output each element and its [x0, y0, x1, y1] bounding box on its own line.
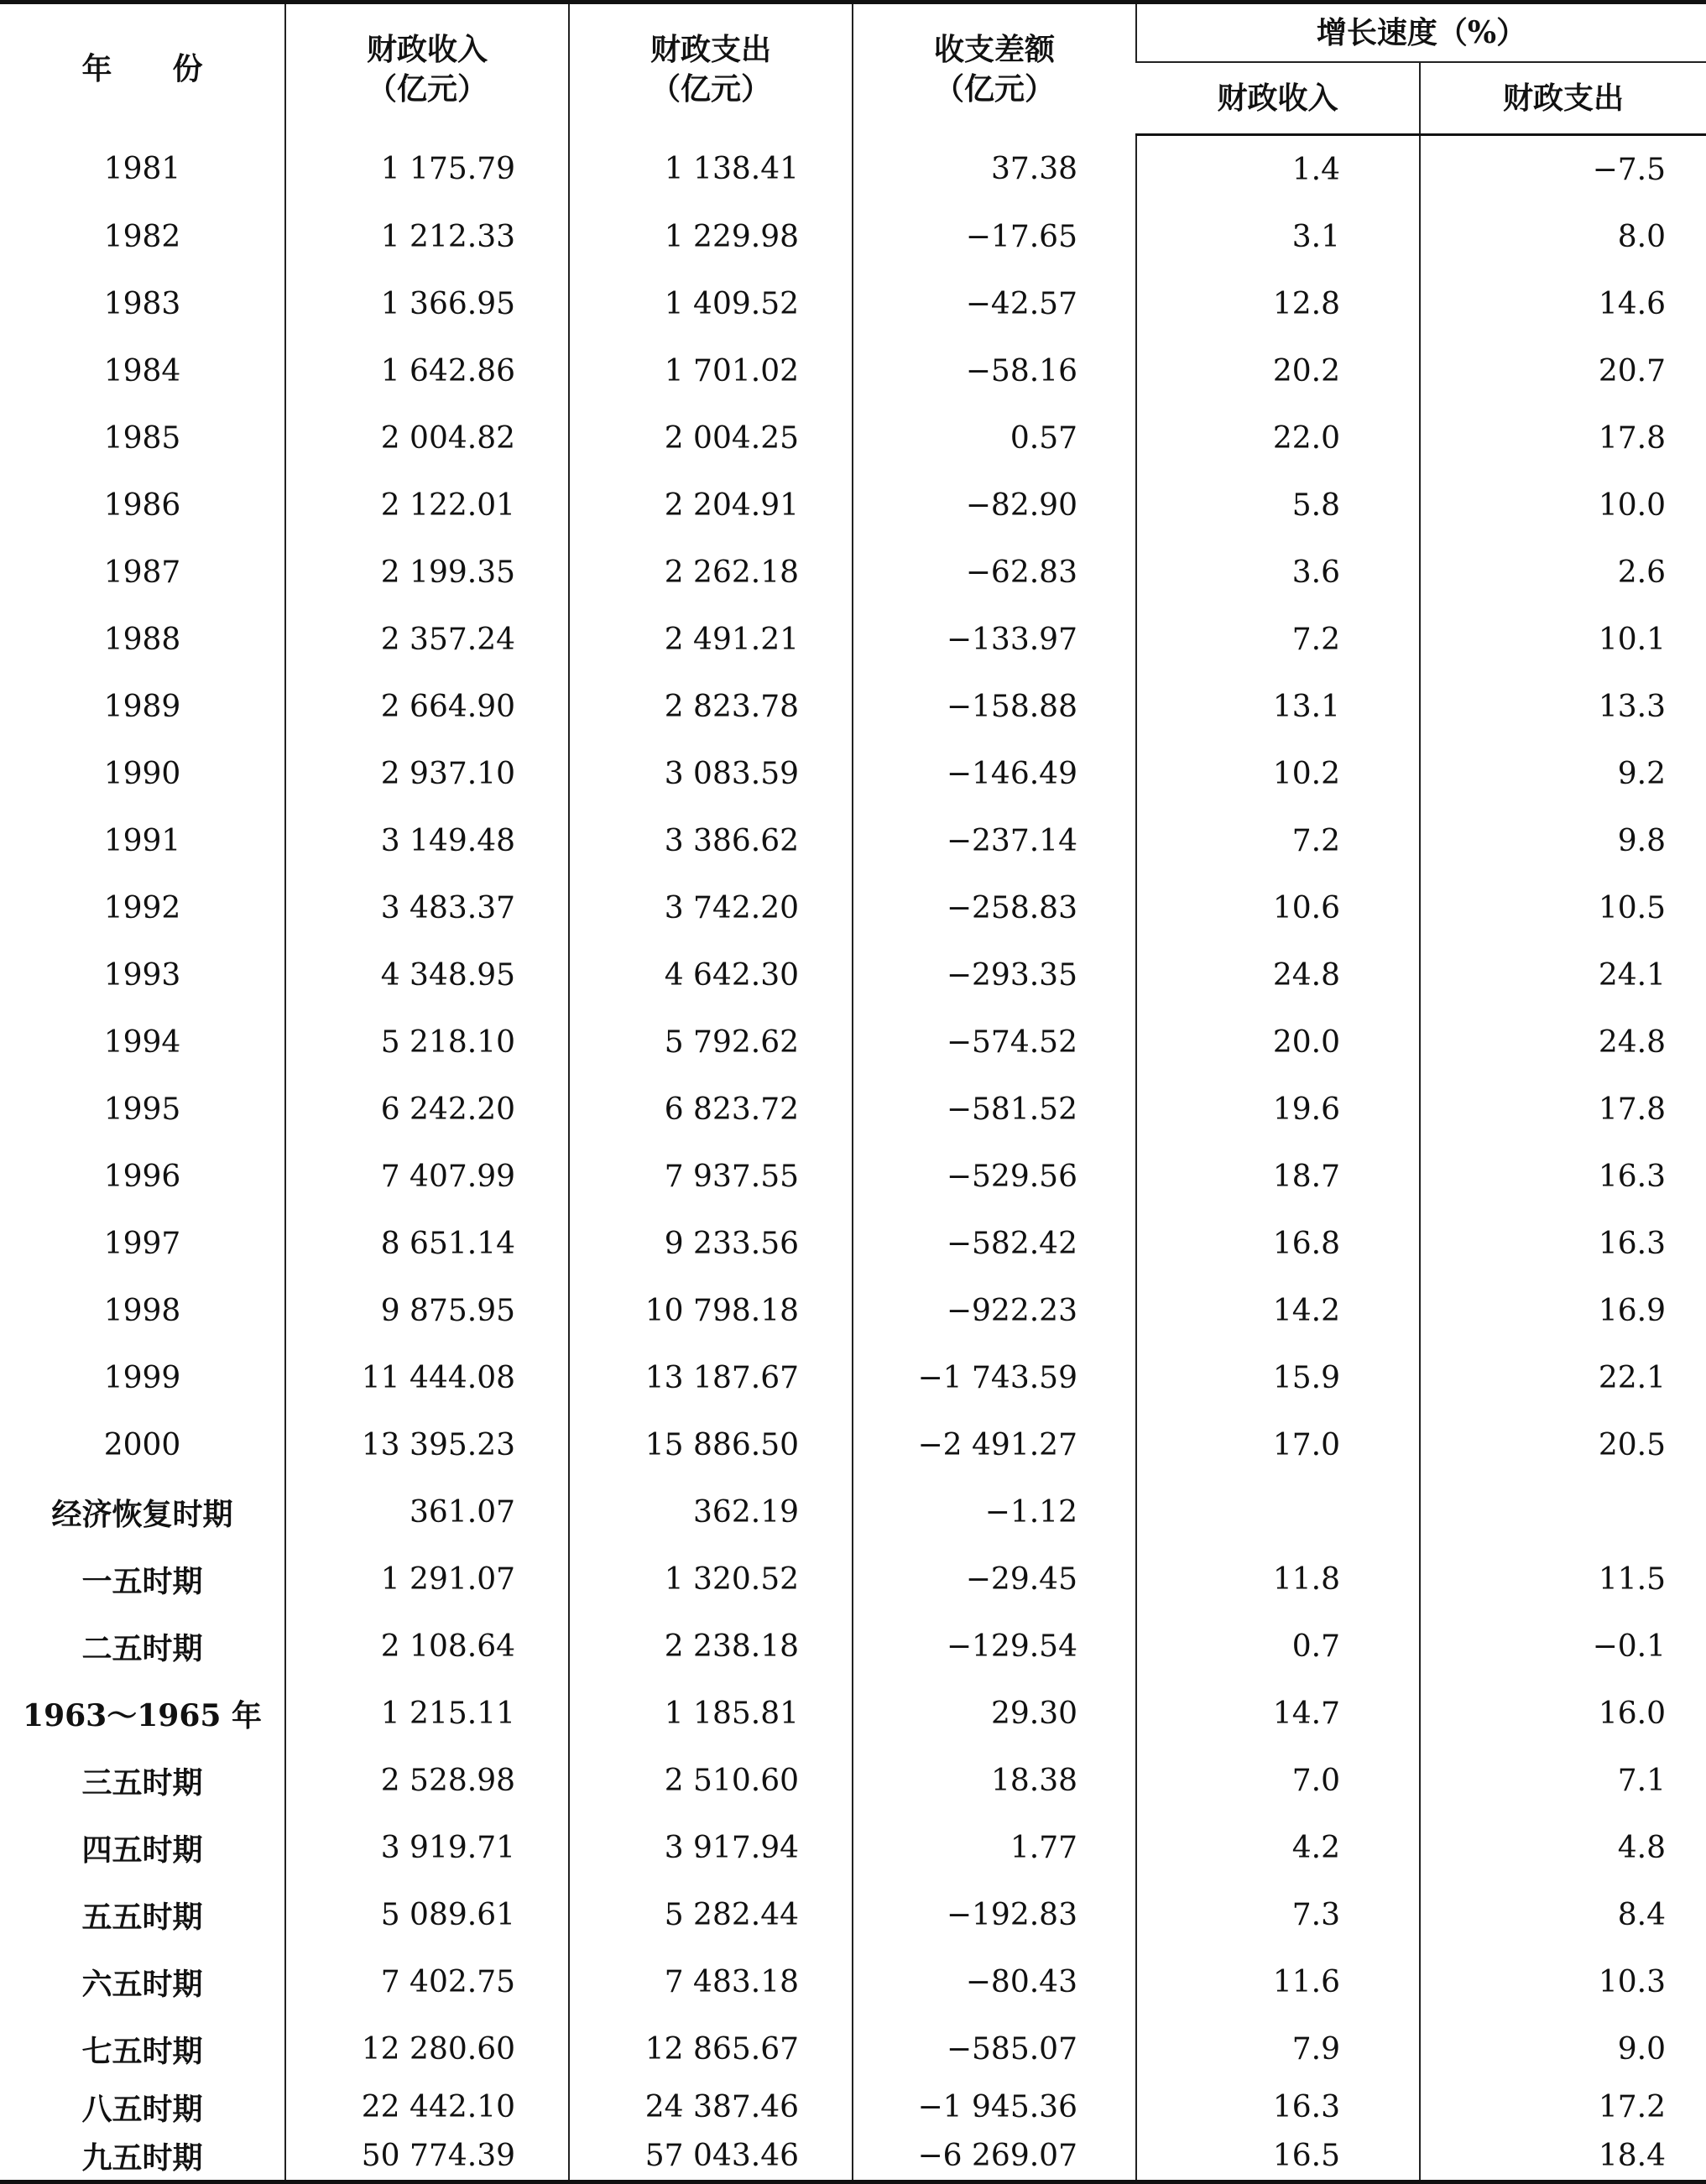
cell-year: 1981 [103, 151, 181, 186]
cell-revenue: 9 875.95 [285, 1277, 569, 1344]
table-row [0, 472, 1706, 539]
cell-year: 2000 [103, 1427, 181, 1462]
table-row [0, 1613, 1706, 1680]
cell-growth-expenditure: 16.3 [1420, 1210, 1706, 1277]
cell-year: 1987 [103, 555, 181, 590]
table-row [0, 539, 1706, 606]
header-growth-group [1136, 3, 1706, 63]
cell-year: 1983 [103, 286, 181, 321]
cell-growth-expenditure: 9.0 [1420, 2015, 1706, 2082]
cell-revenue: 7 407.99 [285, 1143, 569, 1210]
cell-growth-revenue: 10.6 [1136, 874, 1420, 941]
table-header [0, 3, 1706, 135]
cell-revenue: 6 242.20 [285, 1076, 569, 1143]
cell-year: 九五时期 [0, 2131, 285, 2182]
cell-growth-revenue: 22.0 [1136, 404, 1420, 472]
cell-expenditure: 2 491.21 [569, 606, 853, 673]
cell-growth-revenue: 15.9 [1136, 1344, 1420, 1411]
cell-revenue: 3 919.71 [285, 1814, 569, 1881]
cell-balance: −581.52 [853, 1076, 1136, 1143]
cell-year: 1992 [103, 890, 181, 925]
cell-growth-revenue: 16.8 [1136, 1210, 1420, 1277]
cell-expenditure: 12 865.67 [569, 2015, 853, 2082]
cell-revenue: 1 175.79 [285, 135, 569, 204]
cell-growth-revenue: 5.8 [1136, 472, 1420, 539]
cell-balance: −529.56 [853, 1143, 1136, 1210]
cell-year: 1982 [103, 219, 181, 254]
header-revenue [285, 3, 569, 135]
cell-growth-revenue: 17.0 [1136, 1411, 1420, 1478]
cell-expenditure: 5 792.62 [569, 1009, 853, 1076]
cell-balance: −29.45 [853, 1545, 1136, 1613]
header-expenditure [569, 3, 853, 135]
cell-year: 1991 [103, 823, 181, 858]
cell-expenditure: 3 386.62 [569, 807, 853, 874]
header-balance-unit: （亿元） [933, 70, 1055, 107]
cell-year: 1997 [103, 1226, 181, 1261]
cell-expenditure: 4 642.30 [569, 941, 853, 1009]
cell-expenditure: 6 823.72 [569, 1076, 853, 1143]
table-row [0, 606, 1706, 673]
cell-expenditure: 1 701.02 [569, 337, 853, 404]
cell-balance: −58.16 [853, 337, 1136, 404]
cell-balance: −42.57 [853, 270, 1136, 337]
table-row [0, 1076, 1706, 1143]
cell-expenditure: 3 742.20 [569, 874, 853, 941]
cell-expenditure: 2 238.18 [569, 1613, 853, 1680]
cell-year: 1999 [103, 1360, 181, 1395]
cell-balance: −6 269.07 [853, 2131, 1136, 2182]
cell-balance: −133.97 [853, 606, 1136, 673]
table-row [0, 1411, 1706, 1478]
table-row [0, 1814, 1706, 1881]
cell-growth-revenue: 4.2 [1136, 1814, 1420, 1881]
cell-growth-expenditure: 14.6 [1420, 270, 1706, 337]
cell-revenue: 13 395.23 [285, 1411, 569, 1478]
table-row [0, 1210, 1706, 1277]
cell-year: 1985 [103, 420, 181, 456]
cell-balance: 18.38 [853, 1747, 1136, 1814]
table-row [0, 270, 1706, 337]
cell-growth-revenue: 11.6 [1136, 1948, 1420, 2015]
cell-growth-revenue: 11.8 [1136, 1545, 1420, 1613]
cell-growth-revenue: 7.9 [1136, 2015, 1420, 2082]
cell-revenue: 1 291.07 [285, 1545, 569, 1613]
cell-year: 八五时期 [81, 2091, 203, 2127]
table-row [0, 1545, 1706, 1613]
header-growth-expenditure [1420, 62, 1706, 135]
cell-revenue: 2 664.90 [285, 673, 569, 740]
cell-expenditure: 1 185.81 [569, 1680, 853, 1747]
table-row [0, 1680, 1706, 1747]
cell-revenue: 5 089.61 [285, 1881, 569, 1948]
cell-expenditure: 10 798.18 [569, 1277, 853, 1344]
cell-growth-revenue: 7.0 [1136, 1747, 1420, 1814]
cell-year: 五五时期 [81, 1899, 203, 1935]
cell-year: 六五时期 [81, 1966, 203, 2002]
cell-expenditure: 13 187.67 [569, 1344, 853, 1411]
header-growth-label: 增长速度（%） [1316, 14, 1527, 50]
cell-expenditure: 7 937.55 [569, 1143, 853, 1210]
cell-balance: −237.14 [853, 807, 1136, 874]
cell-growth-revenue: 7.2 [1136, 606, 1420, 673]
table-row [0, 1478, 1706, 1545]
cell-revenue: 3 483.37 [285, 874, 569, 941]
cell-growth-expenditure: 9.2 [1420, 740, 1706, 807]
cell-growth-revenue: 12.8 [1136, 270, 1420, 337]
table-row [0, 1948, 1706, 2015]
cell-balance: −62.83 [853, 539, 1136, 606]
cell-year: 1984 [103, 353, 181, 388]
cell-revenue: 12 280.60 [285, 2015, 569, 2082]
cell-revenue: 2 357.24 [285, 606, 569, 673]
cell-year: 1963～1965 年 [23, 1697, 262, 1733]
table-row [0, 1009, 1706, 1076]
cell-growth-expenditure: 8.4 [1420, 1881, 1706, 1948]
cell-year: 1998 [103, 1293, 181, 1328]
cell-expenditure: 1 138.41 [569, 135, 853, 204]
cell-growth-revenue: 0.7 [1136, 1613, 1420, 1680]
cell-balance: −585.07 [853, 2015, 1136, 2082]
cell-year: 三五时期 [81, 1764, 203, 1801]
cell-growth-revenue: 24.8 [1136, 941, 1420, 1009]
cell-growth-expenditure: 10.0 [1420, 472, 1706, 539]
header-revenue-unit: （亿元） [366, 70, 488, 107]
header-revenue-label: 财政收入 [366, 31, 488, 67]
header-growth-revenue-label: 财政收入 [1217, 80, 1338, 116]
table-row [0, 203, 1706, 270]
cell-balance: −158.88 [853, 673, 1136, 740]
cell-year: 1994 [103, 1024, 181, 1060]
cell-growth-expenditure: 7.1 [1420, 1747, 1706, 1814]
cell-growth-revenue: 3.1 [1136, 203, 1420, 270]
cell-growth-revenue: 7.2 [1136, 807, 1420, 874]
cell-growth-revenue: 20.2 [1136, 337, 1420, 404]
cell-year: 七五时期 [81, 2033, 203, 2069]
table-row [0, 2015, 1706, 2082]
cell-expenditure: 1 229.98 [569, 203, 853, 270]
cell-balance: 29.30 [853, 1680, 1136, 1747]
cell-revenue: 2 199.35 [285, 539, 569, 606]
cell-growth-expenditure: 9.8 [1420, 807, 1706, 874]
cell-growth-expenditure: 16.0 [1420, 1680, 1706, 1747]
header-year-label: 年 份 [81, 51, 203, 87]
cell-balance: −574.52 [853, 1009, 1136, 1076]
cell-growth-revenue: 1.4 [1136, 135, 1420, 204]
cell-growth-expenditure: 22.1 [1420, 1344, 1706, 1411]
table-row [0, 1277, 1706, 1344]
cell-revenue: 1 642.86 [285, 337, 569, 404]
cell-balance: −258.83 [853, 874, 1136, 941]
cell-revenue: 4 348.95 [285, 941, 569, 1009]
cell-balance: −1 743.59 [853, 1344, 1136, 1411]
cell-balance: −82.90 [853, 472, 1136, 539]
table-row [0, 1881, 1706, 1948]
cell-growth-expenditure: 4.8 [1420, 1814, 1706, 1881]
cell-balance: −146.49 [853, 740, 1136, 807]
cell-revenue: 361.07 [285, 1478, 569, 1545]
table-row [0, 807, 1706, 874]
cell-year: 1988 [103, 622, 181, 657]
cell-year: 四五时期 [81, 1832, 203, 1868]
cell-expenditure: 2 204.91 [569, 472, 853, 539]
header-year [0, 3, 285, 135]
cell-revenue: 2 004.82 [285, 404, 569, 472]
cell-expenditure: 2 262.18 [569, 539, 853, 606]
cell-balance: −1 945.36 [853, 2082, 1136, 2131]
cell-growth-expenditure: 17.2 [1420, 2082, 1706, 2131]
cell-growth-revenue: 3.6 [1136, 539, 1420, 606]
cell-revenue: 11 444.08 [285, 1344, 569, 1411]
cell-growth-expenditure: 16.3 [1420, 1143, 1706, 1210]
cell-revenue: 22 442.10 [285, 2082, 569, 2131]
cell-year: 1986 [103, 487, 181, 523]
cell-expenditure: 1 320.52 [569, 1545, 853, 1613]
header-expenditure-unit: （亿元） [650, 70, 771, 107]
header-growth-expenditure-label: 财政支出 [1502, 80, 1624, 116]
table-row [0, 1747, 1706, 1814]
cell-growth-expenditure: 16.9 [1420, 1277, 1706, 1344]
cell-balance: 37.38 [853, 135, 1136, 204]
table-row [0, 941, 1706, 1009]
header-balance-label: 收支差额 [933, 31, 1055, 67]
cell-growth-expenditure: 18.4 [1420, 2131, 1706, 2182]
cell-growth-expenditure: 17.8 [1420, 1076, 1706, 1143]
cell-growth-revenue: 14.7 [1136, 1680, 1420, 1747]
cell-balance: 0.57 [853, 404, 1136, 472]
cell-growth-expenditure: 24.8 [1420, 1009, 1706, 1076]
table-row [0, 135, 1706, 204]
cell-expenditure: 57 043.46 [569, 2131, 853, 2182]
cell-growth-expenditure: 10.5 [1420, 874, 1706, 941]
cell-year: 1989 [103, 689, 181, 724]
header-growth-revenue [1136, 62, 1420, 135]
table-row [0, 2131, 1706, 2182]
cell-revenue: 1 366.95 [285, 270, 569, 337]
cell-year: 1995 [103, 1092, 181, 1127]
cell-expenditure: 2 510.60 [569, 1747, 853, 1814]
cell-balance: −2 491.27 [853, 1411, 1136, 1478]
cell-growth-expenditure: 2.6 [1420, 539, 1706, 606]
cell-growth-expenditure: 20.5 [1420, 1411, 1706, 1478]
cell-revenue: 2 122.01 [285, 472, 569, 539]
table-row [0, 740, 1706, 807]
cell-year: 一五时期 [81, 1563, 203, 1599]
cell-balance: −293.35 [853, 941, 1136, 1009]
table-row [0, 874, 1706, 941]
cell-expenditure: 7 483.18 [569, 1948, 853, 2015]
cell-growth-expenditure: 24.1 [1420, 941, 1706, 1009]
cell-year: 经济恢复时期 [51, 1496, 233, 1532]
cell-expenditure: 2 823.78 [569, 673, 853, 740]
table-row [0, 673, 1706, 740]
cell-growth-expenditure: 11.5 [1420, 1545, 1706, 1613]
table-row [0, 337, 1706, 404]
cell-growth-revenue: 16.3 [1136, 2082, 1420, 2131]
cell-growth-expenditure: −0.1 [1420, 1613, 1706, 1680]
cell-growth-expenditure: −7.5 [1420, 135, 1706, 204]
cell-revenue: 1 215.11 [285, 1680, 569, 1747]
cell-expenditure: 24 387.46 [569, 2082, 853, 2131]
cell-balance: −17.65 [853, 203, 1136, 270]
cell-revenue: 2 108.64 [285, 1613, 569, 1680]
cell-growth-revenue [1136, 1478, 1420, 1545]
cell-revenue: 3 149.48 [285, 807, 569, 874]
cell-growth-expenditure [1420, 1478, 1706, 1545]
cell-revenue: 5 218.10 [285, 1009, 569, 1076]
cell-revenue: 2 528.98 [285, 1747, 569, 1814]
cell-revenue: 50 774.39 [285, 2131, 569, 2182]
cell-growth-revenue: 16.5 [1136, 2131, 1420, 2182]
cell-expenditure: 9 233.56 [569, 1210, 853, 1277]
cell-growth-revenue: 7.3 [1136, 1881, 1420, 1948]
cell-year: 1996 [103, 1159, 181, 1194]
cell-revenue: 1 212.33 [285, 203, 569, 270]
cell-expenditure: 3 083.59 [569, 740, 853, 807]
table-body [0, 135, 1706, 2182]
cell-growth-expenditure: 13.3 [1420, 673, 1706, 740]
cell-growth-revenue: 20.0 [1136, 1009, 1420, 1076]
cell-growth-expenditure: 10.1 [1420, 606, 1706, 673]
cell-growth-revenue: 10.2 [1136, 740, 1420, 807]
table-row [0, 404, 1706, 472]
cell-growth-expenditure: 8.0 [1420, 203, 1706, 270]
cell-balance: −129.54 [853, 1613, 1136, 1680]
table-row [0, 1344, 1706, 1411]
cell-year: 二五时期 [81, 1630, 203, 1666]
cell-revenue: 2 937.10 [285, 740, 569, 807]
table-row [0, 1143, 1706, 1210]
cell-balance: −80.43 [853, 1948, 1136, 2015]
cell-expenditure: 3 917.94 [569, 1814, 853, 1881]
table-row [0, 2082, 1706, 2131]
cell-balance: −1.12 [853, 1478, 1136, 1545]
header-balance [853, 3, 1136, 135]
cell-growth-expenditure: 10.3 [1420, 1948, 1706, 2015]
cell-growth-revenue: 19.6 [1136, 1076, 1420, 1143]
cell-growth-revenue: 13.1 [1136, 673, 1420, 740]
cell-revenue: 7 402.75 [285, 1948, 569, 2015]
cell-year: 1990 [103, 756, 181, 791]
cell-expenditure: 362.19 [569, 1478, 853, 1545]
cell-revenue: 8 651.14 [285, 1210, 569, 1277]
cell-balance: 1.77 [853, 1814, 1136, 1881]
cell-growth-expenditure: 20.7 [1420, 337, 1706, 404]
cell-expenditure: 15 886.50 [569, 1411, 853, 1478]
cell-growth-revenue: 14.2 [1136, 1277, 1420, 1344]
cell-growth-expenditure: 17.8 [1420, 404, 1706, 472]
cell-year: 1993 [103, 957, 181, 993]
cell-expenditure: 5 282.44 [569, 1881, 853, 1948]
cell-balance: −922.23 [853, 1277, 1136, 1344]
cell-growth-revenue: 18.7 [1136, 1143, 1420, 1210]
cell-balance: −192.83 [853, 1881, 1136, 1948]
cell-balance: −582.42 [853, 1210, 1136, 1277]
header-expenditure-label: 财政支出 [650, 31, 771, 67]
cell-expenditure: 2 004.25 [569, 404, 853, 472]
cell-expenditure: 1 409.52 [569, 270, 853, 337]
